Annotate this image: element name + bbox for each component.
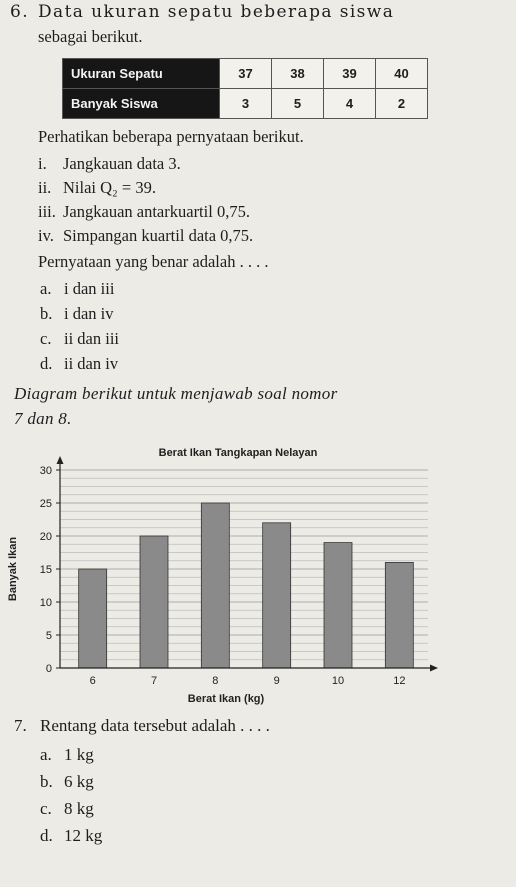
option-letter: a. xyxy=(40,745,52,764)
shoe-size-table xyxy=(62,58,428,119)
fish-weight-bar-chart xyxy=(0,432,516,710)
option-letter: d. xyxy=(40,354,53,373)
table-cell: 5 xyxy=(272,89,324,119)
answer-option-b[interactable] xyxy=(40,772,94,792)
diagram-note-line2: 7 dan 8. xyxy=(14,409,72,428)
statement-number: iv. xyxy=(38,226,54,245)
question-7-text: Rentang data tersebut adalah . . . . xyxy=(40,716,270,735)
answer-option-d[interactable] xyxy=(40,826,102,846)
table-cell: 37 xyxy=(220,59,272,89)
table-cell: 38 xyxy=(272,59,324,89)
chart-bar-10 xyxy=(324,543,352,668)
option-text: 8 kg xyxy=(64,799,94,818)
chart-x-ticks xyxy=(90,675,406,687)
option-text: i dan iv xyxy=(64,304,114,323)
y-tick-label: 20 xyxy=(39,531,52,543)
question-6-text-line1: Data ukuran sepatu beberapa siswa xyxy=(38,2,395,22)
chart-bar-7 xyxy=(140,536,168,668)
option-text: 12 kg xyxy=(64,826,103,845)
statement-text: Nilai Q₂ = 39. xyxy=(63,178,156,197)
x-tick-label: 10 xyxy=(331,675,345,687)
y-tick-label: 10 xyxy=(39,597,52,609)
chart-y-ticks xyxy=(40,465,60,675)
chart-bar-12 xyxy=(385,562,413,668)
option-text: 6 kg xyxy=(64,772,94,791)
answer-option-c[interactable] xyxy=(40,329,119,349)
x-tick-label: 6 xyxy=(89,675,96,687)
chart-x-axis-label: Berat Ikan (kg) xyxy=(187,693,265,705)
table-row xyxy=(63,89,428,119)
x-tick-label: 8 xyxy=(212,675,219,687)
chart-bar-9 xyxy=(263,523,291,668)
chart-y-axis-arrow xyxy=(57,456,64,464)
table-row xyxy=(63,59,428,89)
option-text: ii dan iii xyxy=(64,329,119,348)
option-text: 1 kg xyxy=(64,745,94,764)
table-cell: 4 xyxy=(324,89,376,119)
y-tick-label: 25 xyxy=(39,498,52,510)
statement-number: i. xyxy=(38,154,47,173)
chart-title: Berat Ikan Tangkapan Nelayan xyxy=(158,447,318,459)
option-letter: b. xyxy=(40,304,53,323)
table-row-label-banyak-siswa: Banyak Siswa xyxy=(63,89,220,119)
chart-bar-6 xyxy=(79,569,107,668)
statements-intro: Perhatikan beberapa pernyataan berikut. xyxy=(38,127,304,146)
statement-item xyxy=(38,202,250,222)
table-cell: 40 xyxy=(376,59,428,89)
statement-item xyxy=(38,226,253,246)
chart-bar-8 xyxy=(201,503,229,668)
chart-y-axis-label: Banyak Ikan xyxy=(7,536,19,602)
table-cell: 3 xyxy=(220,89,272,119)
statement-item xyxy=(38,154,181,174)
option-letter: d. xyxy=(40,826,53,845)
statement-text: Jangkauan data 3. xyxy=(63,154,181,173)
option-letter: c. xyxy=(40,329,52,348)
statement-item xyxy=(38,178,156,198)
question-6-text-line2: sebagai berikut. xyxy=(38,27,143,46)
answer-option-a[interactable] xyxy=(40,279,114,299)
option-letter: a. xyxy=(40,279,52,298)
answer-option-d[interactable] xyxy=(40,354,118,374)
question-7-number: 7. xyxy=(14,716,27,735)
option-letter: c. xyxy=(40,799,52,818)
statement-number: iii. xyxy=(38,202,56,221)
chart-x-axis-arrow xyxy=(430,665,438,672)
statement-number: ii. xyxy=(38,178,52,197)
table-cell: 39 xyxy=(324,59,376,89)
diagram-note-line1: Diagram berikut untuk menjawab soal nomor xyxy=(14,384,338,403)
question-6-prompt: Pernyataan yang benar adalah . . . . xyxy=(38,252,269,271)
y-tick-label: 5 xyxy=(45,630,52,642)
x-tick-label: 7 xyxy=(150,675,158,687)
answer-option-b[interactable] xyxy=(40,304,114,324)
y-tick-label: 30 xyxy=(39,465,52,477)
option-text: ii dan iv xyxy=(64,354,119,373)
option-text: i dan iii xyxy=(64,279,115,298)
table-cell: 2 xyxy=(376,89,428,119)
x-tick-label: 12 xyxy=(393,675,406,687)
answer-option-a[interactable] xyxy=(40,745,94,765)
table-row-label-ukuran-sepatu: Ukuran Sepatu xyxy=(63,59,220,89)
answer-option-c[interactable] xyxy=(40,799,94,819)
y-tick-label: 0 xyxy=(45,663,52,675)
x-tick-label: 9 xyxy=(273,675,280,687)
option-letter: b. xyxy=(40,772,53,791)
statement-text: Jangkauan antarkuartil 0,75. xyxy=(63,202,250,221)
statement-text: Simpangan kuartil data 0,75. xyxy=(63,226,254,245)
chart-grid xyxy=(60,470,428,668)
question-6-number: 6. xyxy=(10,2,30,22)
y-tick-label: 15 xyxy=(39,564,52,576)
